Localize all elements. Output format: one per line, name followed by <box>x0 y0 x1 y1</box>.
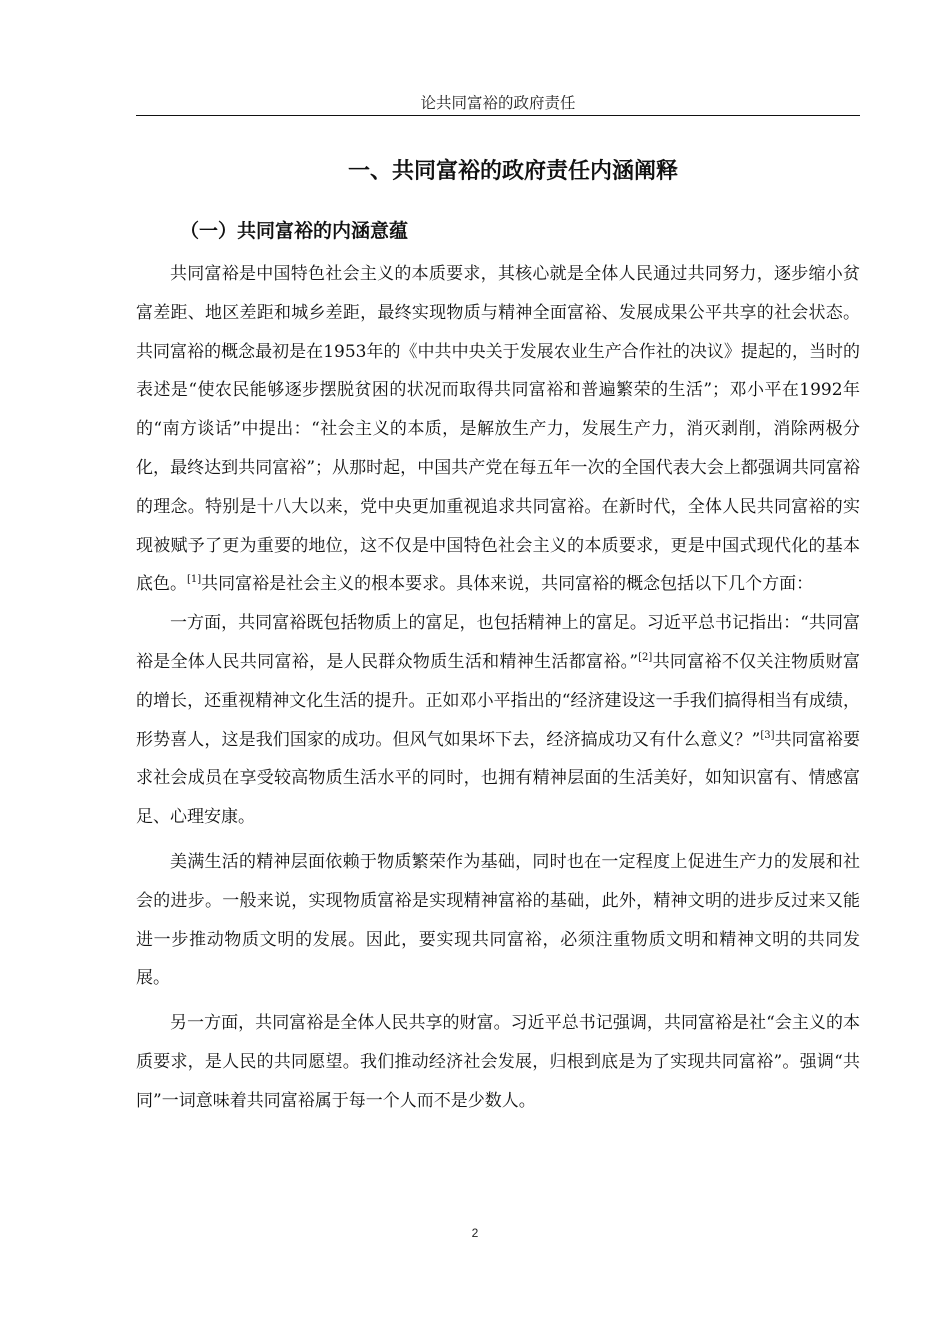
paragraph-2-text-c: 共同富裕要求社会成员在享受较高物质生活水平的同时，也拥有精神层面的生活美好，如知识富有、情感富足、心理安康。 <box>136 729 860 828</box>
paragraph-1-text-a: 共同富裕是中国特色社会主义的本质要求，其核心就是全体人民通过共同努力，逐步缩小贫富差距、地区差距和城乡差距，最终实现物质与精神全面富裕、发展成果公平共享的社会状态。共同富裕的概念最初是在1953年的《中共中央关于发展农业生产合作社的决议》提起的，当时的表述是“使农民能够逐步摆脱贫困的状况而取得共同富裕和普遍繁荣的生活”；邓小平在1992年的“南方谈话”中提出：“社会主义的本质，是解放生产力，发展生产力，消灭剥削，消除两极分化，最终达到共同富裕”；从那时起，中国共产党在每五年一次的全国代表大会上都强调共同富裕的理念。特别是十八大以来，党中央更加重视追求共同富裕。在新时代，全体人民共同富裕的实现被赋予了更为重要的地位，这不仅是中国特色社会主义的本质要求，更是中国式现代化的基本底色。 <box>136 264 860 595</box>
citation-1: [1] <box>187 574 202 586</box>
header-rule <box>136 115 860 116</box>
section-title: （一）共同富裕的内涵意蕴 <box>180 220 409 242</box>
running-header: 论共同富裕的政府责任 <box>420 94 576 112</box>
citation-3: [3] <box>760 729 775 741</box>
paragraph-1 <box>136 255 860 604</box>
paragraph-4: 另一方面，共同富裕是全体人民共享的财富。习近平总书记强调，共同富裕是社“会主义的本质要求，是人民的共同愿望。我们推动经济社会发展，归根到底是为了实现共同富裕”。强调“共同”一词意味着共同富裕属于每一个人而不是少数人。 <box>136 1013 860 1111</box>
paragraph-2 <box>136 604 860 837</box>
page-number: 2 <box>471 1226 479 1240</box>
citation-2: [2] <box>638 651 653 663</box>
paragraph-3: 美满生活的精神层面依赖于物质繁荣作为基础，同时也在一定程度上促进生产力的发展和社会的进步。一般来说，实现物质富裕是实现精神富裕的基础，此外，精神文明的进步反过来又能进一步推动物质文明的发展。因此，要实现共同富裕，必须注重物质文明和精神文明的共同发展。 <box>136 851 860 989</box>
paragraph-2-text-b: 共同富裕不仅关注物质财富的增长，还重视精神文化生活的提升。正如邓小平指出的“经济建设这一手我们搞得相当有成绩，形势喜人，这是我们国家的成功。但风气如果坏下去，经济搞成功又有什么意义？” <box>136 651 860 750</box>
paragraph-2-text-a: 一方面，共同富裕既包括物质上的富足，也包括精神上的富足。习近平总书记指出：“共同富裕是全体人民共同富裕，是人民群众物质生活和精神生活都富裕。” <box>136 613 860 672</box>
paragraph-1-text-b: 共同富裕是社会主义的根本要求。具体来说，共同富裕的概念包括以下几个方面： <box>201 574 814 595</box>
body-text <box>136 255 860 1121</box>
chapter-title: 一、共同富裕的政府责任内涵阐释 <box>347 159 678 184</box>
